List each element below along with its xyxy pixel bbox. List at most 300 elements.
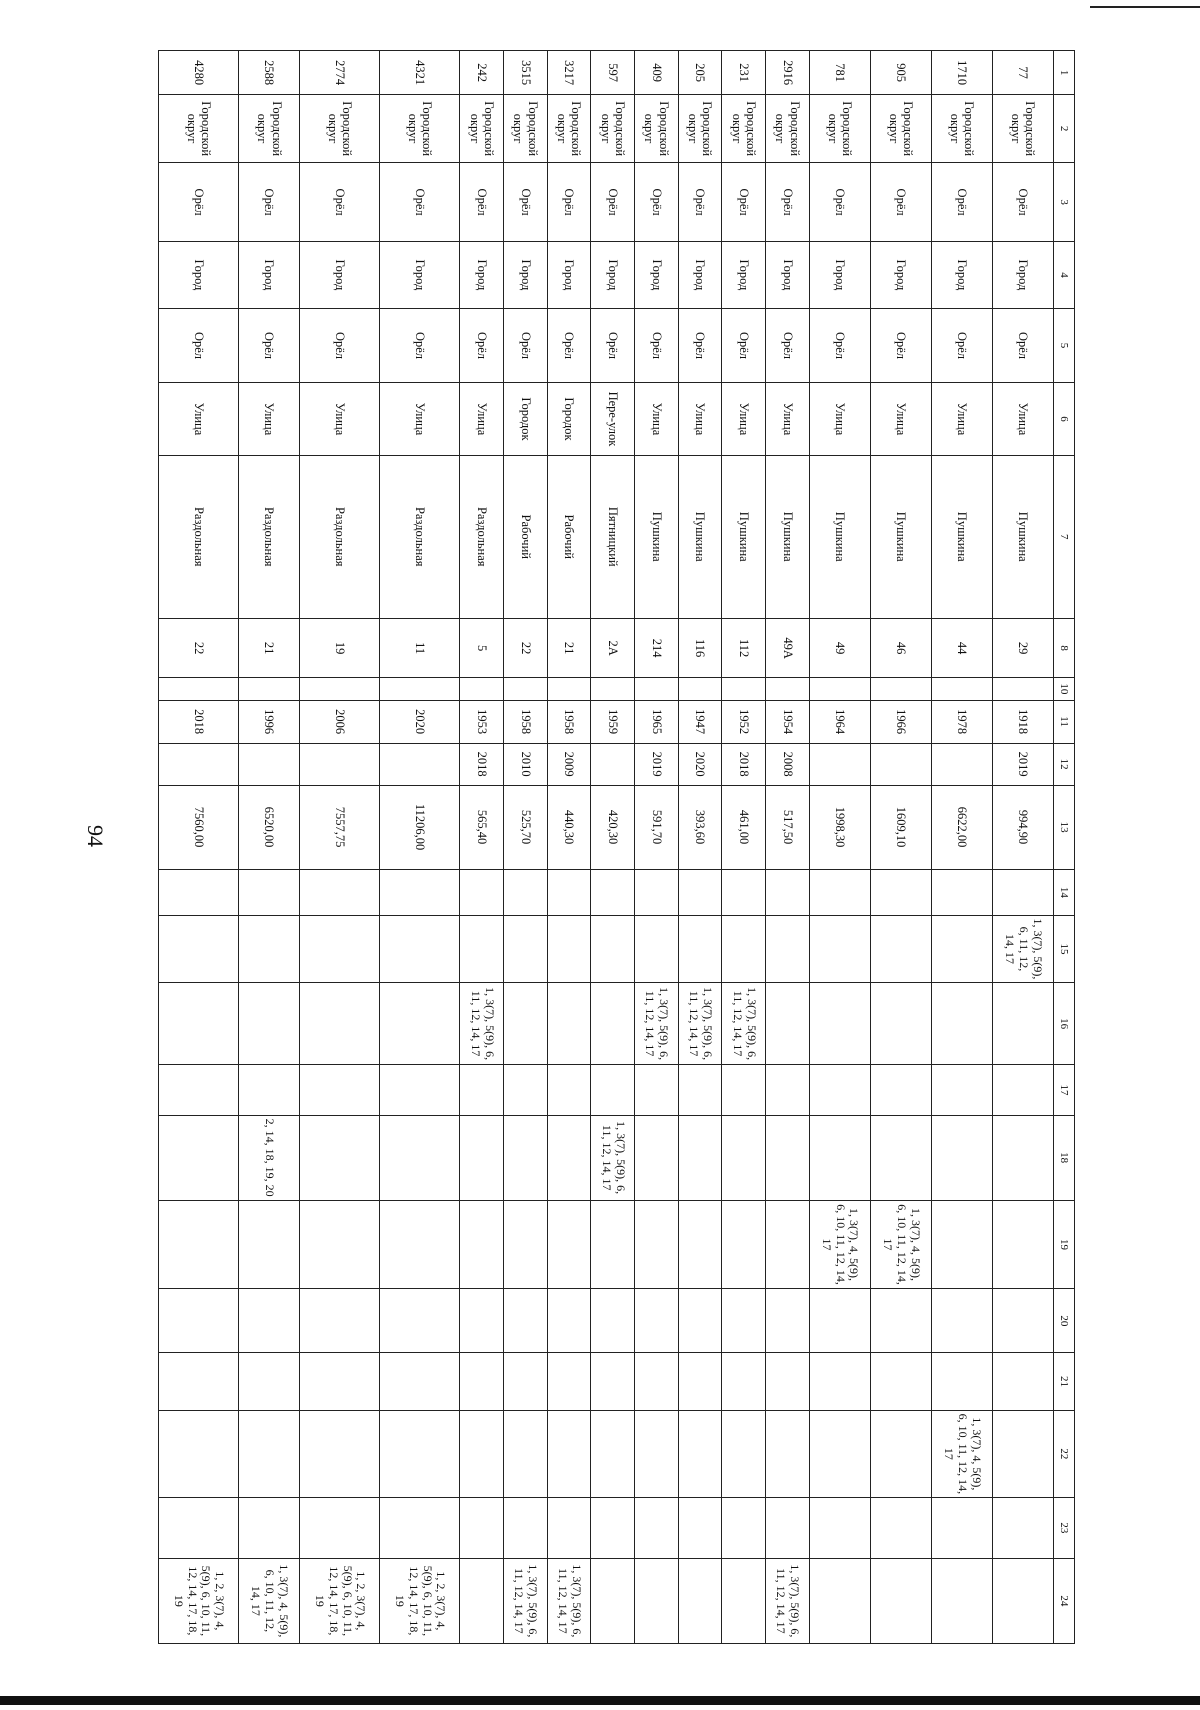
- table-cell: [635, 1353, 679, 1410]
- table-cell: 1, 3(7), 5(9), 6, 11, 12, 14, 17: [591, 1115, 635, 1200]
- table-cell: [870, 743, 931, 785]
- table-cell: [460, 869, 504, 916]
- column-number: 11: [1054, 700, 1075, 743]
- table-cell: [931, 1065, 992, 1115]
- table-cell: [159, 982, 239, 1065]
- table-cell: 994,90: [992, 785, 1053, 869]
- table-cell: [159, 869, 239, 916]
- table-cell: Улица: [870, 383, 931, 455]
- table-cell: [300, 1115, 380, 1200]
- table-cell: [635, 1065, 679, 1115]
- table-cell: [992, 1115, 1053, 1200]
- table-cell: Городской округ: [591, 95, 635, 163]
- table-cell: [992, 1558, 1053, 1643]
- table-cell: 2, 14, 18, 19, 20: [239, 1115, 300, 1200]
- table-cell: [239, 1289, 300, 1353]
- table-cell: 2019: [992, 743, 1053, 785]
- table-row: [460, 51, 504, 1644]
- table-cell: [931, 982, 992, 1065]
- table-cell: [809, 1353, 870, 1410]
- table-cell: [809, 1289, 870, 1353]
- table-cell: 1966: [870, 700, 931, 743]
- table-cell: Орёл: [300, 162, 380, 241]
- table-row: [766, 51, 810, 1644]
- table-cell: 2020: [678, 743, 722, 785]
- table-cell: 1, 3(7), 4, 5(9), 6, 10, 11, 12, 14, 17: [239, 1558, 300, 1643]
- table-cell: Орёл: [809, 162, 870, 241]
- table-cell: 21: [547, 618, 591, 677]
- table-cell: [460, 1200, 504, 1289]
- table-cell: [591, 1410, 635, 1497]
- column-number: 23: [1054, 1498, 1075, 1559]
- table-cell: [380, 1353, 460, 1410]
- table-cell: [722, 1065, 766, 1115]
- table-cell: [591, 982, 635, 1065]
- table-cell: [766, 916, 810, 982]
- table-cell: 3515: [504, 51, 548, 95]
- table-cell: 440,30: [547, 785, 591, 869]
- bottom-rule: [0, 1696, 1200, 1705]
- table-cell: 116: [678, 618, 722, 677]
- table-cell: Орёл: [547, 162, 591, 241]
- table-cell: 409: [635, 51, 679, 95]
- table-cell: 5: [460, 618, 504, 677]
- table-cell: [678, 1200, 722, 1289]
- table-cell: [766, 1065, 810, 1115]
- table-cell: Орёл: [547, 308, 591, 383]
- table-cell: Раздольная: [239, 455, 300, 618]
- column-number: 19: [1054, 1200, 1075, 1289]
- table-cell: 22: [159, 618, 239, 677]
- register-table: [158, 50, 1075, 1644]
- table-cell: Орёл: [722, 308, 766, 383]
- table-cell: Пятницкий: [591, 455, 635, 618]
- table-cell: [992, 1410, 1053, 1497]
- table-cell: Рабочий: [504, 455, 548, 618]
- table-cell: 1947: [678, 700, 722, 743]
- table-cell: 1918: [992, 700, 1053, 743]
- table-cell: [380, 869, 460, 916]
- table-cell: [380, 982, 460, 1065]
- table-cell: 905: [870, 51, 931, 95]
- table-cell: Городской округ: [635, 95, 679, 163]
- table-cell: 2010: [504, 743, 548, 785]
- table-cell: Орёл: [300, 308, 380, 383]
- table-cell: Орёл: [460, 308, 504, 383]
- table-cell: [504, 1289, 548, 1353]
- table-cell: [870, 1410, 931, 1497]
- table-cell: [460, 678, 504, 700]
- table-cell: [722, 1115, 766, 1200]
- table-cell: [460, 1498, 504, 1559]
- table-cell: 2916: [766, 51, 810, 95]
- table-cell: [870, 1353, 931, 1410]
- table-cell: 242: [460, 51, 504, 95]
- table-cell: 49: [809, 618, 870, 677]
- table-cell: Городской округ: [460, 95, 504, 163]
- table-cell: Городской округ: [766, 95, 810, 163]
- table-cell: [722, 678, 766, 700]
- table-cell: Орёл: [678, 308, 722, 383]
- table-cell: [547, 982, 591, 1065]
- table-cell: 2018: [159, 700, 239, 743]
- rotated-table-container: [158, 50, 1075, 1644]
- table-cell: Орёл: [635, 308, 679, 383]
- table-cell: 525,70: [504, 785, 548, 869]
- table-cell: [870, 982, 931, 1065]
- column-number: 17: [1054, 1065, 1075, 1115]
- table-cell: Раздольная: [300, 455, 380, 618]
- table-cell: [766, 1289, 810, 1353]
- table-cell: [722, 1200, 766, 1289]
- table-cell: Улица: [635, 383, 679, 455]
- table-cell: 1978: [931, 700, 992, 743]
- table-cell: [635, 1200, 679, 1289]
- column-number: 8: [1054, 618, 1075, 677]
- table-cell: Орёл: [635, 162, 679, 241]
- table-cell: [159, 1065, 239, 1115]
- table-cell: [766, 869, 810, 916]
- table-cell: [931, 1558, 992, 1643]
- table-cell: [591, 1065, 635, 1115]
- table-cell: [460, 1289, 504, 1353]
- column-number: 13: [1054, 785, 1075, 869]
- table-cell: [809, 916, 870, 982]
- table-cell: 4280: [159, 51, 239, 95]
- table-cell: [504, 1115, 548, 1200]
- column-number: 20: [1054, 1289, 1075, 1353]
- table-cell: [380, 916, 460, 982]
- table-cell: 22: [504, 618, 548, 677]
- table-cell: 1, 3(7), 5(9), 6, 11, 12, 14, 17: [766, 1558, 810, 1643]
- table-cell: [766, 1115, 810, 1200]
- table-cell: 2774: [300, 51, 380, 95]
- table-cell: Город: [547, 242, 591, 308]
- table-cell: 461,00: [722, 785, 766, 869]
- table-cell: [870, 1065, 931, 1115]
- table-cell: [766, 1353, 810, 1410]
- table-cell: [547, 1498, 591, 1559]
- table-cell: [809, 678, 870, 700]
- table-cell: [504, 678, 548, 700]
- table-cell: Город: [460, 242, 504, 308]
- table-cell: Раздольная: [380, 455, 460, 618]
- table-cell: [380, 1289, 460, 1353]
- table-cell: Орёл: [992, 162, 1053, 241]
- table-cell: Орёл: [766, 308, 810, 383]
- table-cell: [766, 1410, 810, 1497]
- table-cell: [809, 1558, 870, 1643]
- table-cell: [504, 1498, 548, 1559]
- table-cell: 1954: [766, 700, 810, 743]
- table-cell: [547, 1410, 591, 1497]
- table-cell: Городской округ: [380, 95, 460, 163]
- table-cell: [300, 982, 380, 1065]
- table-cell: Городок: [504, 383, 548, 455]
- table-cell: [460, 1410, 504, 1497]
- table-cell: 420,30: [591, 785, 635, 869]
- table-row: [504, 51, 548, 1644]
- table-cell: 6520,00: [239, 785, 300, 869]
- table-cell: [766, 1200, 810, 1289]
- table-cell: Орёл: [870, 162, 931, 241]
- table-cell: [722, 869, 766, 916]
- table-cell: [766, 678, 810, 700]
- table-cell: 781: [809, 51, 870, 95]
- table-row: [722, 51, 766, 1644]
- column-number: 12: [1054, 743, 1075, 785]
- table-row: [809, 51, 870, 1644]
- table-cell: [992, 1498, 1053, 1559]
- table-cell: [504, 1410, 548, 1497]
- table-cell: 1959: [591, 700, 635, 743]
- column-number: 7: [1054, 455, 1075, 618]
- column-number: 2: [1054, 95, 1075, 163]
- table-cell: Городок: [547, 383, 591, 455]
- table-cell: [809, 1115, 870, 1200]
- table-cell: Город: [159, 242, 239, 308]
- table-cell: [809, 1498, 870, 1559]
- table-cell: 7560,00: [159, 785, 239, 869]
- table-cell: 21: [239, 618, 300, 677]
- table-cell: Улица: [380, 383, 460, 455]
- table-cell: Городской округ: [809, 95, 870, 163]
- column-number: 5: [1054, 308, 1075, 383]
- table-cell: 46: [870, 618, 931, 677]
- table-cell: 1, 3(7), 4, 5(9), 6, 10, 11, 12, 14, 17: [931, 1410, 992, 1497]
- table-cell: Улица: [678, 383, 722, 455]
- table-row: [870, 51, 931, 1644]
- table-cell: [678, 916, 722, 982]
- table-cell: [678, 678, 722, 700]
- table-row: [300, 51, 380, 1644]
- table-cell: 2020: [380, 700, 460, 743]
- table-cell: 1, 3(7), 4, 5(9), 6, 10, 11, 12, 14, 17: [809, 1200, 870, 1289]
- table-cell: [239, 1410, 300, 1497]
- table-cell: [722, 916, 766, 982]
- table-cell: [992, 1065, 1053, 1115]
- table-cell: 3217: [547, 51, 591, 95]
- table-cell: [722, 1410, 766, 1497]
- table-cell: [239, 678, 300, 700]
- table-cell: Орёл: [591, 162, 635, 241]
- table-cell: 2019: [635, 743, 679, 785]
- table-row: [591, 51, 635, 1644]
- table-cell: Городской округ: [992, 95, 1053, 163]
- table-cell: [931, 1498, 992, 1559]
- table-cell: Городской округ: [547, 95, 591, 163]
- table-cell: [678, 1289, 722, 1353]
- table-cell: [591, 678, 635, 700]
- table-cell: [931, 1353, 992, 1410]
- table-cell: [591, 869, 635, 916]
- table-cell: Пушкина: [635, 455, 679, 618]
- table-cell: Раздольная: [460, 455, 504, 618]
- table-cell: [300, 916, 380, 982]
- table-cell: [992, 1289, 1053, 1353]
- table-cell: 1, 2, 3(7), 4, 5(9), 6, 10, 11, 12, 14, 17, 18, 19: [380, 1558, 460, 1643]
- table-cell: [380, 743, 460, 785]
- table-cell: 49А: [766, 618, 810, 677]
- table-cell: [635, 1115, 679, 1200]
- table-cell: 1996: [239, 700, 300, 743]
- column-number: 4: [1054, 242, 1075, 308]
- table-cell: 591,70: [635, 785, 679, 869]
- table-cell: Орёл: [931, 162, 992, 241]
- table-cell: Орёл: [159, 308, 239, 383]
- table-cell: Городской округ: [300, 95, 380, 163]
- table-cell: [678, 1410, 722, 1497]
- table-cell: Город: [992, 242, 1053, 308]
- table-cell: [722, 1353, 766, 1410]
- column-number: 22: [1054, 1410, 1075, 1497]
- table-cell: [239, 743, 300, 785]
- table-cell: [635, 1410, 679, 1497]
- table-cell: [239, 916, 300, 982]
- table-cell: Пушкина: [766, 455, 810, 618]
- table-cell: Орёл: [380, 308, 460, 383]
- table-cell: [504, 1353, 548, 1410]
- table-cell: [504, 1200, 548, 1289]
- table-cell: 205: [678, 51, 722, 95]
- table-cell: Орёл: [766, 162, 810, 241]
- table-cell: Город: [678, 242, 722, 308]
- column-number: 16: [1054, 982, 1075, 1065]
- table-cell: [239, 1353, 300, 1410]
- table-cell: [380, 1065, 460, 1115]
- table-cell: [300, 869, 380, 916]
- table-cell: [380, 1498, 460, 1559]
- table-cell: [159, 678, 239, 700]
- table-cell: 1953: [460, 700, 504, 743]
- table-cell: [547, 1289, 591, 1353]
- table-cell: 565,40: [460, 785, 504, 869]
- table-cell: [931, 678, 992, 700]
- table-cell: Город: [722, 242, 766, 308]
- table-cell: Улица: [300, 383, 380, 455]
- table-cell: 2009: [547, 743, 591, 785]
- table-cell: 4321: [380, 51, 460, 95]
- table-cell: [300, 1410, 380, 1497]
- table-cell: [591, 1353, 635, 1410]
- table-cell: [870, 916, 931, 982]
- table-cell: 517,50: [766, 785, 810, 869]
- table-cell: [635, 1558, 679, 1643]
- table-cell: 2008: [766, 743, 810, 785]
- table-cell: [300, 743, 380, 785]
- table-cell: 231: [722, 51, 766, 95]
- table-cell: 44: [931, 618, 992, 677]
- table-cell: Пушкина: [870, 455, 931, 618]
- column-number: 24: [1054, 1558, 1075, 1643]
- table-cell: [547, 869, 591, 916]
- table-cell: [591, 1498, 635, 1559]
- table-cell: Орёл: [809, 308, 870, 383]
- table-cell: Рабочий: [547, 455, 591, 618]
- table-cell: [992, 1200, 1053, 1289]
- page-number: 94: [83, 825, 108, 847]
- table-cell: Орёл: [870, 308, 931, 383]
- table-cell: [239, 1200, 300, 1289]
- table-cell: [300, 1065, 380, 1115]
- table-cell: [678, 1498, 722, 1559]
- table-cell: [547, 1065, 591, 1115]
- column-number: 21: [1054, 1353, 1075, 1410]
- table-cell: 1, 3(7), 5(9), 6, 11, 12, 14, 17: [504, 1558, 548, 1643]
- table-cell: Пушкина: [809, 455, 870, 618]
- table-cell: 1998,30: [809, 785, 870, 869]
- table-row: [635, 51, 679, 1644]
- table-cell: [380, 1410, 460, 1497]
- table-cell: Городской округ: [931, 95, 992, 163]
- table-cell: 1, 3(7), 5(9), 6, 11, 12, 14, 17: [460, 982, 504, 1065]
- table-cell: [159, 743, 239, 785]
- table-cell: Улица: [931, 383, 992, 455]
- table-cell: Улица: [992, 383, 1053, 455]
- table-cell: [809, 1065, 870, 1115]
- table-cell: [635, 678, 679, 700]
- table-cell: Город: [931, 242, 992, 308]
- table-cell: [239, 1065, 300, 1115]
- table-row: [992, 51, 1053, 1644]
- table-cell: 2006: [300, 700, 380, 743]
- table-cell: Город: [870, 242, 931, 308]
- table-cell: Город: [635, 242, 679, 308]
- table-cell: 1965: [635, 700, 679, 743]
- table-cell: [460, 1558, 504, 1643]
- table-cell: [992, 678, 1053, 700]
- table-cell: Орёл: [380, 162, 460, 241]
- table-cell: [931, 1289, 992, 1353]
- table-cell: [870, 869, 931, 916]
- table-cell: [591, 1200, 635, 1289]
- table-cell: Город: [300, 242, 380, 308]
- table-cell: Орёл: [504, 308, 548, 383]
- table-cell: 1710: [931, 51, 992, 95]
- table-cell: 1, 3(7), 4, 5(9), 6, 10, 11, 12, 14, 17: [870, 1200, 931, 1289]
- table-cell: [547, 678, 591, 700]
- table-cell: Город: [766, 242, 810, 308]
- table-cell: 597: [591, 51, 635, 95]
- column-number: 10: [1054, 678, 1075, 700]
- table-row: [380, 51, 460, 1644]
- table-cell: [870, 1558, 931, 1643]
- table-cell: 1, 2, 3(7), 4, 5(9), 6, 10, 11, 12, 14, 17, 18, 19: [300, 1558, 380, 1643]
- table-cell: [159, 1289, 239, 1353]
- table-cell: [460, 1353, 504, 1410]
- table-cell: Пушкина: [722, 455, 766, 618]
- table-cell: Город: [809, 242, 870, 308]
- table-row: [678, 51, 722, 1644]
- table-cell: 2018: [460, 743, 504, 785]
- table-cell: Орёл: [239, 308, 300, 383]
- table-cell: Улица: [159, 383, 239, 455]
- table-cell: [678, 1353, 722, 1410]
- table-cell: Пушкина: [678, 455, 722, 618]
- table-cell: Улица: [809, 383, 870, 455]
- table-cell: [504, 869, 548, 916]
- table-cell: Городской округ: [239, 95, 300, 163]
- table-cell: 1958: [547, 700, 591, 743]
- table-cell: [809, 743, 870, 785]
- table-cell: Городской округ: [159, 95, 239, 163]
- table-cell: [809, 982, 870, 1065]
- table-cell: 214: [635, 618, 679, 677]
- table-cell: [504, 916, 548, 982]
- table-cell: [766, 982, 810, 1065]
- table-cell: [635, 1498, 679, 1559]
- table-cell: [678, 1115, 722, 1200]
